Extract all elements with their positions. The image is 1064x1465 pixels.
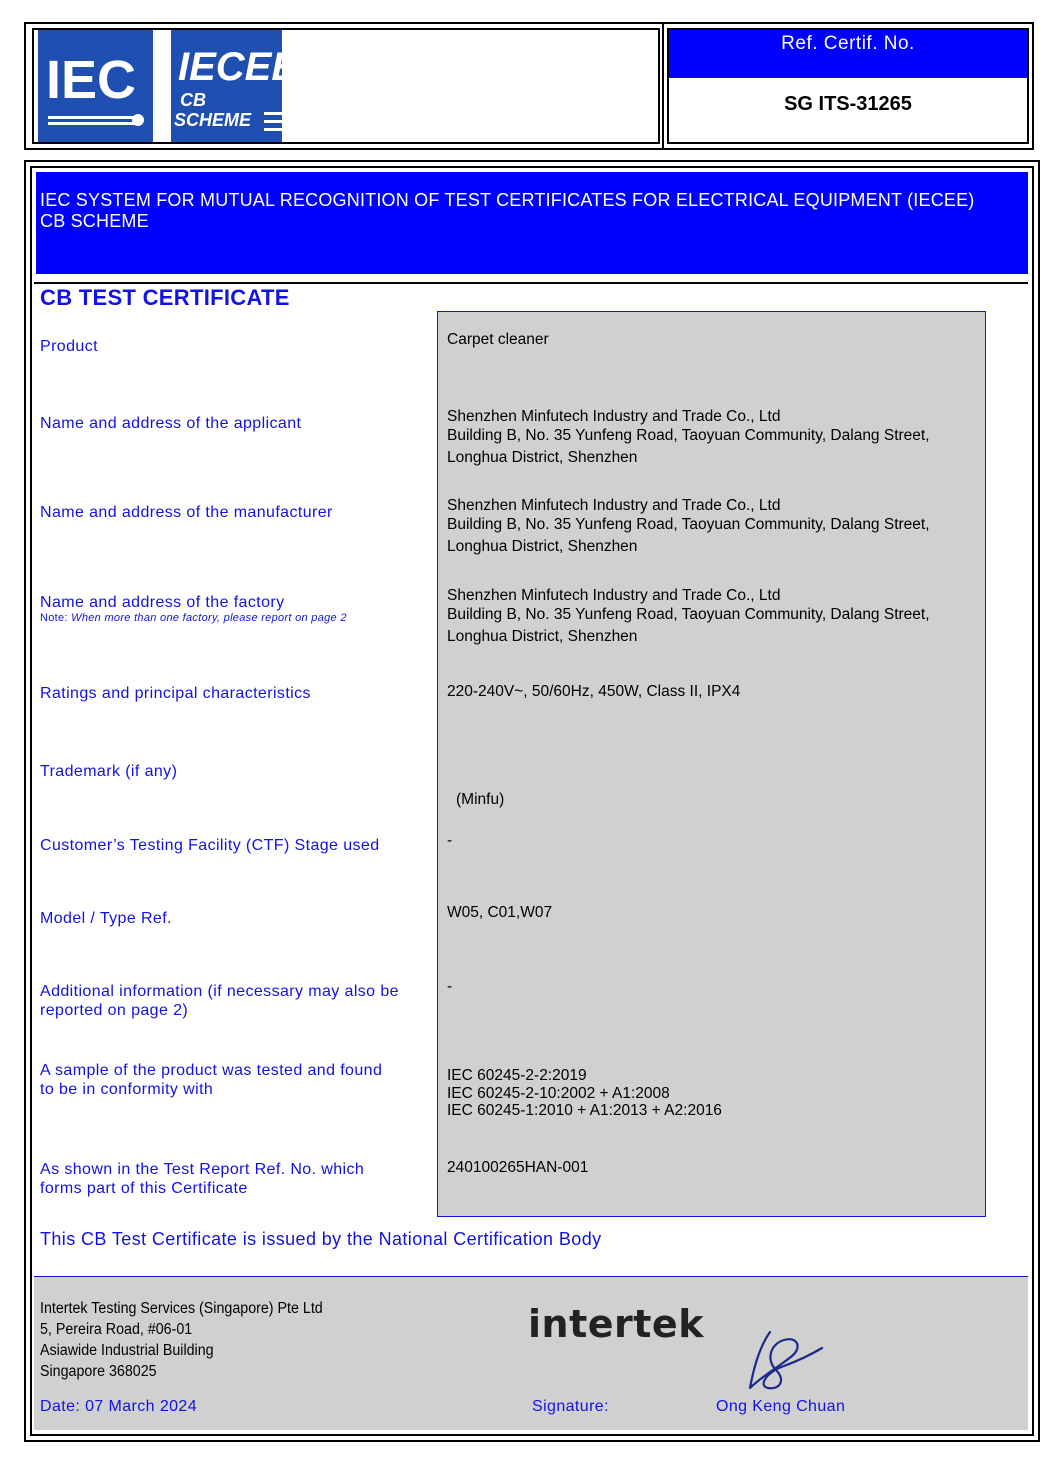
ref-certif-label: Ref. Certif. No. (781, 33, 915, 54)
logo-iecee-text: IECEE (178, 45, 299, 89)
ref-certif-number: SG ITS-31265 (784, 93, 912, 115)
additional-value: - (447, 978, 453, 995)
signer-name: Ong Keng Chuan (716, 1398, 846, 1415)
factory-note-prefix: Note: (40, 612, 72, 624)
product-value: Carpet cleaner (447, 331, 549, 348)
applicant-line: Building B, No. 35 Yunfeng Road, Taoyuan Community, Dalang Street, (447, 427, 930, 444)
scheme-title-line2: CB SCHEME (40, 211, 149, 231)
manufacturer-line: Longhua District, Shenzhen (447, 538, 638, 555)
manufacturer-value (447, 496, 977, 556)
manufacturer-label: Name and address of the manufacturer (40, 504, 333, 521)
report-value: 240100265HAN-001 (447, 1159, 589, 1176)
conformity-value (447, 1067, 977, 1120)
signature-label: Signature: (532, 1398, 609, 1415)
issued-statement: This CB Test Certificate is issued by the National Certification Body (40, 1229, 602, 1249)
applicant-label: Name and address of the applicant (40, 415, 302, 432)
factory-line: Longhua District, Shenzhen (447, 628, 638, 645)
ratings-label: Ratings and principal characteristics (40, 685, 311, 702)
trademark-label: Trademark (if any) (40, 763, 178, 780)
ctf-label: Customer’s Testing Facility (CTF) Stage used (40, 837, 380, 854)
intertek-logo: intertek (528, 1302, 704, 1346)
logo-cb-text: CB (180, 90, 206, 110)
additional-label-line2: reported on page 2) (40, 1002, 189, 1019)
applicant-line: Longhua District, Shenzhen (447, 449, 638, 466)
applicant-value (447, 407, 977, 467)
factory-line: Shenzhen Minfutech Industry and Trade Co., Ltd (447, 587, 781, 604)
factory-line: Building B, No. 35 Yunfeng Road, Taoyuan Community, Dalang Street, (447, 606, 930, 623)
model-label: Model / Type Ref. (40, 910, 172, 927)
report-label-line2: forms part of this Certificate (40, 1180, 248, 1197)
handwritten-signature (740, 1326, 830, 1396)
factory-value (447, 586, 977, 646)
divider (34, 282, 1028, 284)
additional-label (40, 982, 430, 1020)
issue-date: Date: 07 March 2024 (40, 1398, 198, 1415)
logo-scheme-text: SCHEME (174, 110, 252, 130)
address-line: 5, Pereira Road, #06-01 (40, 1321, 193, 1338)
conformity-label (40, 1061, 430, 1099)
address-line: Singapore 368025 (40, 1363, 157, 1380)
factory-label: Name and address of the factory (40, 594, 285, 611)
standard-line: IEC 60245-2-2:2019 (447, 1067, 587, 1084)
ratings-value: 220-240V~, 50/60Hz, 450W, Class II, IPX4 (447, 683, 741, 700)
factory-note-text: When more than one factory, please report on page 2 (71, 612, 347, 624)
certificate-heading: CB TEST CERTIFICATE (40, 285, 290, 310)
scheme-title-line1: IEC SYSTEM FOR MUTUAL RECOGNITION OF TEST CERTIFICATES FOR ELECTRICAL EQUIPMENT (IECEE) (40, 190, 975, 210)
logo-iec-text: IEC (46, 50, 137, 110)
report-label (40, 1160, 430, 1198)
address-line: Intertek Testing Services (Singapore) Pte Ltd (40, 1300, 323, 1317)
model-value: W05, C01,W07 (447, 904, 553, 921)
report-label-line1: As shown in the Test Report Ref. No. which (40, 1161, 365, 1178)
manufacturer-line: Building B, No. 35 Yunfeng Road, Taoyuan Community, Dalang Street, (447, 516, 930, 533)
scheme-title (40, 190, 1025, 232)
iec-iecee-logo (38, 30, 299, 142)
ctf-value: - (447, 832, 453, 849)
issuer-address (40, 1298, 323, 1382)
factory-note (40, 612, 430, 624)
factory-label-block (40, 593, 430, 624)
conformity-label-line2: to be in conformity with (40, 1081, 214, 1098)
standard-line: IEC 60245-2-10:2002 + A1:2008 (447, 1084, 670, 1102)
product-label: Product (40, 338, 98, 355)
conformity-label-line1: A sample of the product was tested and found (40, 1062, 383, 1079)
trademark-value: (Minfu) (456, 791, 505, 808)
standard-line: IEC 60245-1:2010 + A1:2013 + A2:2016 (447, 1102, 722, 1119)
applicant-line: Shenzhen Minfutech Industry and Trade Co., Ltd (447, 408, 781, 425)
manufacturer-line: Shenzhen Minfutech Industry and Trade Co., Ltd (447, 497, 781, 514)
address-line: Asiawide Industrial Building (40, 1342, 214, 1359)
additional-label-line1: Additional information (if necessary may also be (40, 983, 399, 1000)
